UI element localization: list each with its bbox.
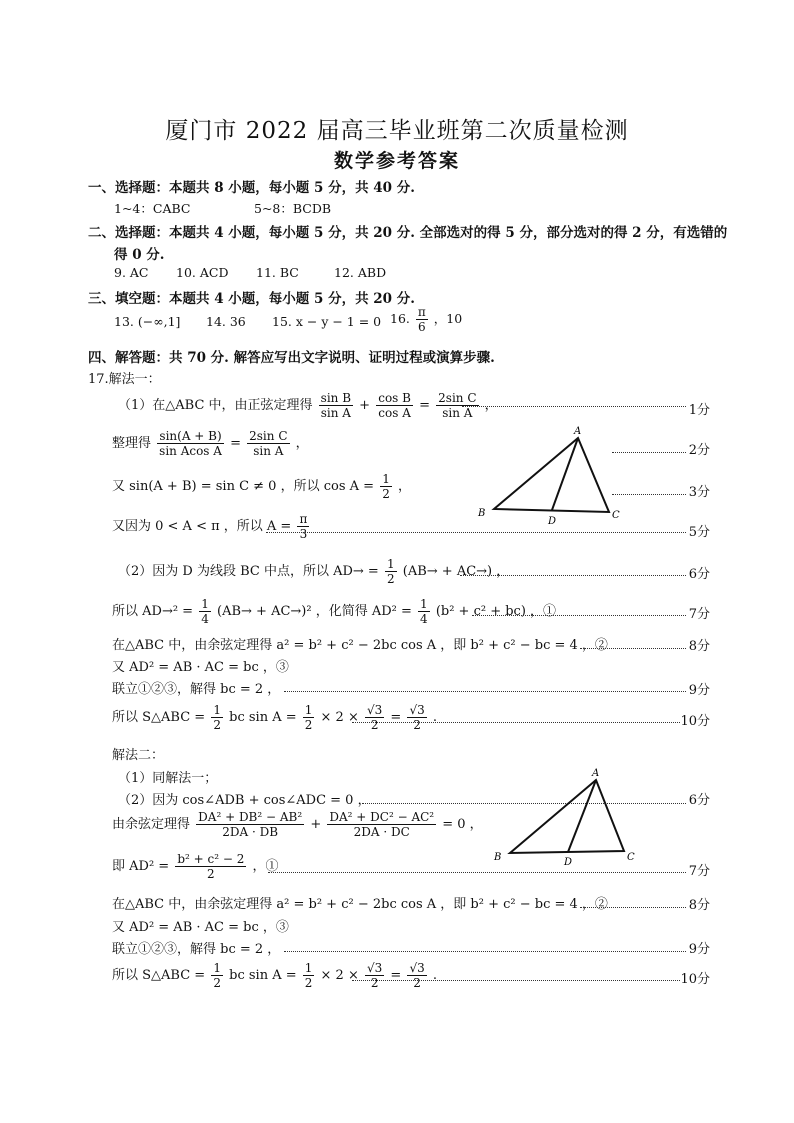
vertex-a-label: A [592, 768, 600, 779]
text: . [432, 968, 438, 983]
vertex-c-label: C [627, 852, 635, 863]
section2-heading-line1: 二、选择题：本题共 4 小题，每小题 5 分，共 20 分. 全部选对的得 5 分，部分选对的得 2 分，有选错的 [88, 225, 728, 241]
leader-dots [580, 648, 686, 649]
answer-14: 14. 36 [206, 314, 246, 329]
vertex-c-label: C [612, 510, 620, 521]
fraction [247, 429, 289, 458]
denominator: 2 [304, 718, 313, 732]
text: + [310, 817, 322, 832]
m1-line8: 又 AD² = AB · AC = bc ，③ [112, 660, 289, 675]
numerator: 1 [304, 703, 313, 717]
text: = [390, 968, 402, 983]
fraction [327, 810, 436, 839]
text: ， [484, 398, 498, 413]
m1-line2 [112, 429, 309, 458]
numerator: 1 [386, 557, 395, 571]
numerator: cos B [378, 391, 411, 405]
answer-16-suffix: ，10 [433, 311, 463, 326]
m1-line5 [118, 557, 509, 586]
numerator: 1 [304, 961, 313, 975]
point-d-label: D [564, 857, 573, 868]
score-6: 7分 [688, 607, 710, 622]
text: 所以 AD→² = [112, 604, 194, 619]
triangle-abc [494, 438, 609, 512]
m2-line8 [112, 961, 437, 990]
fraction [303, 961, 315, 990]
text: = 0 ， [442, 817, 483, 832]
score-m2-10: 10分 [680, 972, 710, 987]
fraction [365, 961, 384, 990]
fraction [211, 961, 223, 990]
point-d-label: D [548, 516, 557, 527]
vertex-a-label: A [574, 426, 582, 437]
score-7: 8分 [688, 639, 710, 654]
triangle-figure-2 [488, 762, 648, 872]
m2-line1: （1）同解法一； [118, 771, 218, 786]
text: 所以 S△ABC = [112, 710, 206, 725]
m2-line3 [112, 810, 483, 839]
denominator: sin Acos A [159, 444, 222, 458]
leader-dots [462, 406, 686, 407]
fraction [418, 597, 430, 626]
answer-15: 15. x − y − 1 = 0 [272, 314, 382, 329]
fraction [380, 472, 392, 501]
fraction [175, 852, 246, 881]
m1-line3 [112, 472, 411, 501]
score-m2-7: 7分 [688, 864, 710, 879]
text: 由余弦定理得 [112, 817, 191, 832]
denominator: 3 [299, 527, 308, 541]
answer-16 [390, 305, 462, 334]
numerator: b² + c² − 2 [177, 852, 245, 866]
score-10: 10分 [680, 714, 710, 729]
text: bc sin A = [229, 968, 297, 983]
section3-heading: 三、填空题：本题共 4 小题，每小题 5 分，共 20 分. [88, 291, 415, 307]
fraction [385, 557, 397, 586]
denominator: 2 [413, 976, 421, 990]
text: (AB→ + AC→)² ，化简得 AD² = [217, 604, 412, 619]
fraction [157, 429, 224, 458]
text: bc sin A = [229, 710, 297, 725]
m1-line7: 在△ABC 中，由余弦定理得 a² = b² + c² − 2bc cos A ，即 b² + c² − bc = 4 ，② [112, 638, 608, 653]
numerator: √3 [367, 961, 383, 975]
m2-line7: 联立①②③，解得 bc = 2 ， [112, 942, 281, 957]
text: ， [397, 479, 411, 494]
leader-dots [580, 907, 686, 908]
fraction [376, 391, 413, 420]
fraction [297, 512, 309, 541]
text: . [432, 710, 438, 725]
m2-label: 解法二： [112, 748, 165, 763]
text: 即 AD² = [112, 859, 170, 874]
answer-13: 13. (−∞,1] [114, 314, 181, 329]
leader-dots [266, 532, 686, 533]
text: × 2 × [320, 968, 359, 983]
numerator: 1 [201, 597, 209, 611]
text: = [230, 436, 241, 451]
denominator: 4 [201, 612, 209, 626]
triangle-figure-1 [470, 420, 630, 530]
vertex-b-label: B [478, 508, 486, 519]
vertex-b-label: B [494, 852, 502, 863]
numerator: DA² + DC² − AC² [329, 810, 435, 824]
denominator: 4 [420, 612, 428, 626]
denominator: 2 [213, 976, 221, 990]
numerator: DA² + DB² − AB² [198, 810, 303, 824]
answer-11: 11. BC [256, 265, 299, 280]
numerator: 1 [213, 961, 221, 975]
numerator: π [417, 305, 426, 319]
leader-dots [472, 615, 686, 616]
numerator: √3 [409, 703, 425, 717]
text: (b² + c² + bc) ，① [435, 604, 557, 619]
denominator: 2 [413, 718, 421, 732]
page-title: 厦门市 2022 届高三毕业班第二次质量检测 [165, 118, 629, 144]
numerator: 2sin C [438, 391, 477, 405]
denominator: 2DA · DC [353, 825, 410, 839]
fraction [416, 305, 428, 334]
fraction [407, 961, 426, 990]
m2-line4 [112, 852, 279, 881]
score-m2-9: 9分 [688, 942, 710, 957]
text: ，① [252, 859, 279, 874]
m1-line6 [112, 597, 556, 626]
score-5: 6分 [688, 567, 710, 582]
text: = [419, 398, 431, 413]
denominator: cos A [378, 406, 411, 420]
section4-heading: 四、解答题：共 70 分. 解答应写出文字说明、证明过程或演算步骤. [88, 350, 495, 366]
q17-label: 17.解法一： [88, 372, 161, 387]
denominator: 2 [370, 718, 379, 732]
section2-heading-line2: 得 0 分. [114, 247, 165, 263]
m2-line2: （2）因为 cos∠ADB + cos∠ADC = 0 ， [118, 793, 371, 808]
numerator: sin(A + B) [157, 429, 224, 444]
numerator: 2sin C [249, 429, 288, 443]
denominator: sin A [253, 444, 284, 458]
text: × 2 × [320, 710, 359, 725]
answer-10: 10. ACD [176, 265, 229, 280]
denominator: 2 [370, 976, 379, 990]
score-2: 2分 [688, 443, 710, 458]
leader-dots [352, 722, 680, 723]
score-4: 5分 [688, 525, 710, 540]
leader-dots [268, 872, 686, 873]
answer-5-8: 5~8：BCDB [254, 201, 332, 216]
fraction [196, 810, 304, 839]
score-9: 9分 [688, 683, 710, 698]
denominator: sin A [320, 406, 351, 420]
m1-line4 [112, 512, 311, 541]
text: + [359, 398, 371, 413]
text: （1）在△ABC 中，由正弦定理得 [118, 398, 313, 413]
denominator: 2 [382, 487, 390, 501]
text: 所以 S△ABC = [112, 968, 206, 983]
denominator: sin A [442, 406, 473, 420]
m2-line6: 又 AD² = AB · AC = bc ，③ [112, 920, 289, 935]
fraction [199, 597, 211, 626]
fraction [365, 703, 384, 732]
text: 又 sin(A + B) = sin C ≠ 0 ，所以 cos A = [112, 479, 375, 494]
text: 整理得 [112, 436, 152, 451]
answer-16-prefix: 16. [390, 311, 410, 326]
numerator: √3 [367, 703, 383, 717]
denominator: 6 [418, 320, 426, 334]
score-3: 3分 [688, 485, 710, 500]
leader-dots [460, 575, 686, 576]
section1-heading: 一、选择题：本题共 8 小题，每小题 5 分，共 40 分. [88, 180, 415, 196]
numerator: √3 [409, 961, 425, 975]
leader-dots [284, 691, 686, 692]
m1-line9: 联立①②③，解得 bc = 2 ， [112, 682, 281, 697]
leader-dots [284, 951, 686, 952]
numerator: 1 [382, 472, 390, 486]
m1-line1 [118, 391, 498, 420]
score-1: 1分 [688, 403, 710, 418]
answer-9: 9. AC [114, 265, 149, 280]
page-subtitle: 数学参考答案 [333, 150, 460, 172]
fraction [303, 703, 315, 732]
text: ， [295, 436, 309, 451]
answer-1-4: 1~4：CABC [114, 201, 191, 216]
text: (AB→ + AC→) ， [402, 564, 510, 579]
fraction [319, 391, 353, 420]
text: 又因为 0 < A < π ，所以 A = [112, 519, 292, 534]
numerator: 1 [213, 703, 221, 717]
m1-line10 [112, 703, 437, 732]
leader-dots [352, 980, 680, 981]
denominator: 2 [207, 867, 215, 881]
fraction [211, 703, 223, 732]
score-m2-8: 8分 [688, 898, 710, 913]
numerator: sin B [320, 391, 352, 405]
triangle-abc [510, 780, 624, 853]
text: = [390, 710, 402, 725]
m2-line5: 在△ABC 中，由余弦定理得 a² = b² + c² − 2bc cos A ，即 b² + c² − bc = 4 ，② [112, 897, 608, 912]
fraction [407, 703, 426, 732]
text: （2）因为 D 为线段 BC 中点，所以 AD→ = [118, 564, 379, 579]
denominator: 2 [386, 572, 395, 586]
denominator: 2 [213, 718, 221, 732]
answer-12: 12. ABD [334, 265, 387, 280]
numerator: 1 [420, 597, 428, 611]
score-m2-6: 6分 [688, 793, 710, 808]
numerator: π [299, 512, 308, 526]
denominator: 2 [304, 976, 313, 990]
denominator: 2DA · DB [222, 825, 279, 839]
